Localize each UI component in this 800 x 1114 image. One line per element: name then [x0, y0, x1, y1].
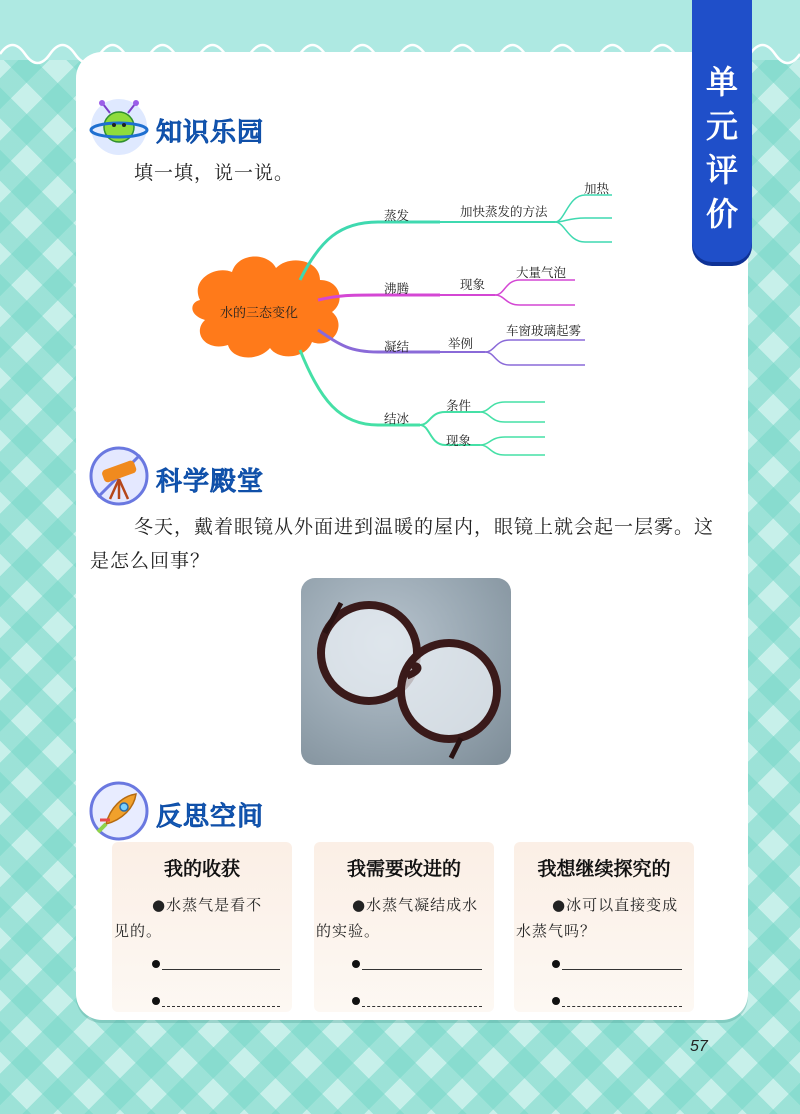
column-line2: 的实验。 [316, 922, 381, 940]
column-title: 我的收获 [163, 858, 240, 880]
column-title: 我想继续探究的 [537, 858, 671, 880]
mindmap-freeze-child-phenomenon: 现象 [446, 433, 472, 448]
answer-blank[interactable] [362, 968, 482, 970]
answer-blank[interactable] [162, 968, 280, 970]
answer-blank[interactable] [562, 1005, 682, 1007]
bullet [352, 997, 360, 1005]
reflection-column-harvest [112, 842, 292, 1012]
mindmap-lines [0, 0, 800, 470]
tab-char-2: 元 [705, 107, 738, 145]
mindmap-evaporate-child: 加快蒸发的方法 [460, 204, 548, 219]
mindmap-freeze-child-condition: 条件 [446, 398, 472, 413]
mindmap-evaporate: 蒸发 [384, 208, 410, 223]
knowledge-section-title: 知识乐园 [156, 118, 265, 148]
mindmap-evaporate-leaf: 加热 [584, 181, 610, 196]
telescope-icon [88, 445, 150, 507]
bullet [152, 997, 160, 1005]
bullet [552, 997, 560, 1005]
answer-blank[interactable] [162, 1005, 280, 1007]
science-section-title: 科学殿堂 [156, 467, 265, 497]
reflect-section-title: 反思空间 [156, 802, 265, 832]
page-number: 57 [690, 1038, 708, 1055]
mindmap-boil-leaf: 大量气泡 [516, 265, 567, 280]
mindmap-condense: 凝结 [384, 339, 410, 354]
science-paragraph-line1: 冬天，戴着眼镜从外面进到温暖的屋内，眼镜上就会起一层雾。这 [134, 516, 715, 538]
bullet [152, 960, 160, 968]
column-line1: ●水蒸气凝结成水 [352, 896, 479, 914]
column-line1: ●水蒸气是看不 [152, 896, 263, 914]
tab-char-3: 评 [705, 151, 738, 189]
mindmap-boil: 沸腾 [384, 281, 410, 296]
knowledge-instruction: 填一填，说一说。 [134, 162, 295, 184]
column-line2: 见的。 [114, 922, 163, 940]
science-paragraph-line2: 是怎么回事？ [90, 550, 211, 572]
tab-char-4: 价 [705, 195, 738, 233]
tab-char-1: 单 [705, 63, 738, 101]
reflection-column-explore [514, 842, 694, 1012]
mindmap-boil-child: 现象 [460, 277, 486, 292]
rocket-icon [88, 780, 150, 842]
column-title: 我需要改进的 [346, 858, 461, 880]
column-line2: 水蒸气吗？ [516, 922, 597, 940]
mindmap-condense-leaf: 车窗玻璃起雾 [506, 323, 582, 338]
bullet [552, 960, 560, 968]
bullet [352, 960, 360, 968]
glasses-icon [301, 578, 511, 765]
answer-blank[interactable] [362, 1005, 482, 1007]
answer-blank[interactable] [562, 968, 682, 970]
mindmap-condense-child: 举例 [448, 336, 474, 351]
mindmap-center-label: 水的三态变化 [220, 306, 299, 321]
mindmap-freeze: 结冰 [384, 411, 410, 426]
reflection-column-improve [314, 842, 494, 1012]
fogged-glasses-photo [301, 578, 511, 765]
column-line1: ●冰可以直接变成 [552, 896, 679, 914]
